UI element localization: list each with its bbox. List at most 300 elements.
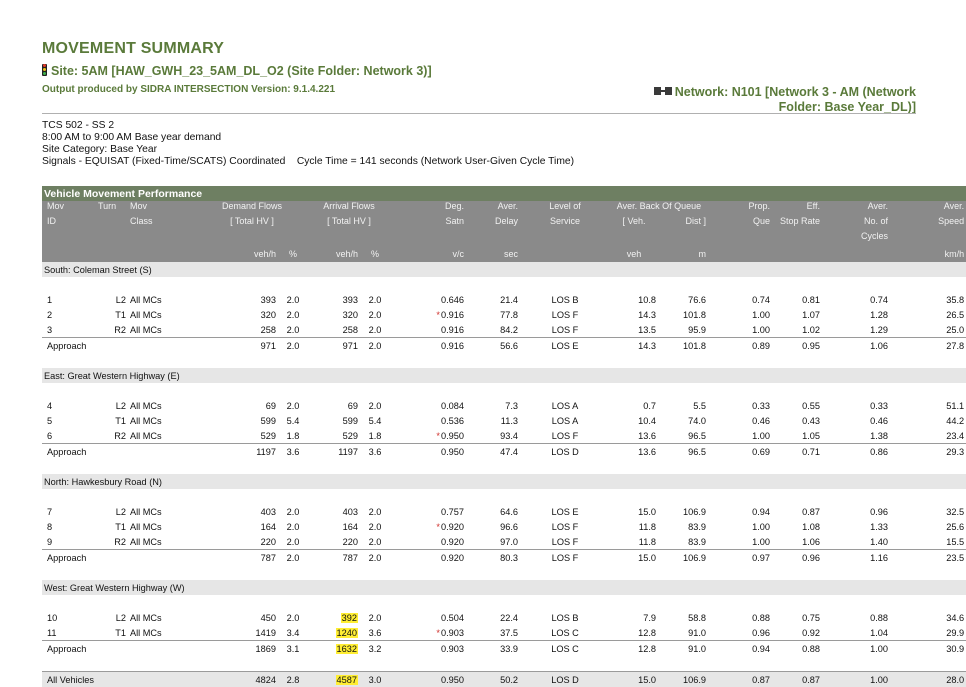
- column-header: Speed: [890, 216, 966, 231]
- table-cell: [822, 550, 890, 566]
- cell-value: All MCs: [130, 507, 162, 517]
- table-cell: [278, 444, 308, 460]
- cell-value: 0.920: [441, 553, 464, 563]
- column-header: Satn: [390, 216, 466, 231]
- unit-label: [772, 246, 822, 262]
- cell-value: 0.96: [752, 628, 770, 638]
- section-name: East: Great Western Highway (E): [42, 368, 966, 383]
- table-cell: [658, 641, 708, 657]
- cell-value: 0.950: [441, 447, 464, 457]
- column-header-blank: [390, 231, 466, 246]
- spacer-row: [42, 595, 966, 610]
- table-cell: [196, 641, 278, 657]
- table-cell: [772, 338, 822, 354]
- table-cell: [390, 534, 466, 550]
- cell-value: 2.0: [369, 310, 382, 320]
- cell-value: 1.07: [802, 310, 820, 320]
- cell-value: 1197: [256, 447, 276, 457]
- column-header: Que: [708, 216, 772, 231]
- cell-value: 1.00: [752, 431, 770, 441]
- table-cell: [610, 625, 658, 641]
- cell-value: 3.0: [369, 675, 382, 685]
- table-cell: [96, 428, 128, 444]
- cell-value: 69: [348, 401, 358, 411]
- cell-value: 529: [261, 431, 276, 441]
- cell-value: 3.6: [369, 628, 382, 638]
- unit-label: km/h: [890, 246, 966, 262]
- approach-label: Approach: [42, 641, 196, 657]
- table-cell: [308, 641, 360, 657]
- table-cell: [278, 398, 308, 413]
- table-cell: [196, 610, 278, 625]
- critical-marker: *: [436, 628, 440, 638]
- table-cell: [610, 338, 658, 354]
- section-name: West: Great Western Highway (W): [42, 580, 966, 595]
- table-cell: [308, 610, 360, 625]
- column-header-blank: [42, 231, 96, 246]
- table-cell: [822, 641, 890, 657]
- spacer-row: [42, 489, 966, 504]
- unit-label: veh/h: [308, 246, 360, 262]
- table-cell: [708, 610, 772, 625]
- table-row: [42, 292, 966, 307]
- cell-value: 1.00: [752, 522, 770, 532]
- table-cell: [196, 444, 278, 460]
- table-cell: [890, 413, 966, 428]
- table-cell: [772, 307, 822, 322]
- table-cell: [520, 292, 610, 307]
- table-cell: [610, 307, 658, 322]
- cell-value: 95.9: [688, 325, 706, 335]
- cell-value: 101.8: [683, 310, 706, 320]
- table-cell: [658, 292, 708, 307]
- table-cell: [360, 413, 390, 428]
- table-cell: [308, 398, 360, 413]
- cell-value: 91.0: [688, 644, 706, 654]
- table-cell: [390, 610, 466, 625]
- column-header: Cycles: [822, 231, 890, 246]
- cell-value: 599: [261, 416, 276, 426]
- cell-value: 11.3: [501, 416, 518, 426]
- table-cell: [772, 625, 822, 641]
- table-cell: [708, 444, 772, 460]
- cell-value: 10: [47, 613, 57, 623]
- cell-value: 29.9: [946, 628, 964, 638]
- cell-value: 1.00: [752, 310, 770, 320]
- cell-value: 32.5: [946, 507, 964, 517]
- table-cell: [278, 625, 308, 641]
- table-cell: [708, 322, 772, 338]
- table-cell: [390, 550, 466, 566]
- cell-value: 1.28: [870, 310, 888, 320]
- cell-value: 0.94: [752, 507, 770, 517]
- network-icon: [654, 87, 672, 95]
- cell-value: 0.950: [441, 431, 464, 441]
- cell-value: 2: [47, 310, 52, 320]
- cell-value: 1.38: [870, 431, 888, 441]
- table-cell: [360, 428, 390, 444]
- table-cell: [96, 519, 128, 534]
- cell-value: 11.8: [639, 522, 656, 532]
- column-header-blank: [890, 231, 966, 246]
- column-header-blank: [466, 231, 520, 246]
- table-row: [42, 610, 966, 625]
- cell-value: 96.5: [688, 431, 706, 441]
- cell-value: 403: [343, 507, 358, 517]
- cell-value: 2.0: [369, 401, 382, 411]
- cell-value: 3.1: [287, 644, 300, 654]
- table-cell: [658, 610, 708, 625]
- table-cell: [772, 444, 822, 460]
- cell-value: 1.8: [287, 431, 300, 441]
- table-cell: [466, 519, 520, 534]
- approach-label: Approach: [42, 338, 196, 354]
- table-cell: [520, 413, 610, 428]
- cell-value: 0.757: [441, 507, 464, 517]
- cell-value: 1632: [336, 644, 358, 654]
- cell-value: 0.950: [441, 675, 464, 685]
- cell-value: 1.16: [870, 553, 888, 563]
- cell-value: 14.3: [638, 310, 656, 320]
- network-line-2: Folder: Base Year_DL)]: [654, 100, 916, 115]
- table-cell: [196, 338, 278, 354]
- table-cell: [772, 610, 822, 625]
- table-cell: [128, 292, 196, 307]
- cell-value: 93.4: [500, 431, 518, 441]
- cell-value: 83.9: [688, 537, 706, 547]
- table-cell: [390, 519, 466, 534]
- spacer-row: [42, 383, 966, 398]
- unit-label: veh/h: [196, 246, 278, 262]
- table-cell: [308, 322, 360, 338]
- column-header: Stop Rate: [772, 216, 822, 231]
- cell-value: 8: [47, 522, 52, 532]
- table-cell: [708, 307, 772, 322]
- spacer: [42, 459, 966, 474]
- unit-label: veh: [610, 246, 658, 262]
- column-header: Aver. Back Of Queue: [610, 201, 708, 216]
- table-cell: [466, 610, 520, 625]
- cell-value: 0.903: [441, 628, 464, 638]
- cell-value: 1.04: [870, 628, 888, 638]
- cell-value: 27.8: [946, 341, 964, 351]
- spacer-row: [42, 277, 966, 292]
- table-cell: [278, 413, 308, 428]
- column-header-blank: [308, 231, 360, 246]
- table-cell: [610, 398, 658, 413]
- table-cell: [466, 534, 520, 550]
- cell-value: 56.6: [500, 341, 518, 351]
- cell-value: LOS F: [552, 310, 579, 320]
- cell-value: 37.5: [500, 628, 518, 638]
- cell-value: All MCs: [130, 416, 162, 426]
- column-header-blank: [128, 231, 196, 246]
- table-cell: [390, 307, 466, 322]
- cell-value: 11: [47, 628, 57, 638]
- table-cell: [466, 672, 520, 687]
- cell-value: 64.6: [500, 507, 518, 517]
- cell-value: 0.646: [441, 295, 464, 305]
- column-header: Turn: [96, 201, 128, 216]
- table-cell: [610, 672, 658, 687]
- cell-value: 13.6: [638, 447, 656, 457]
- approach-section-header: [42, 580, 966, 595]
- table-cell: [610, 444, 658, 460]
- table-cell: [278, 428, 308, 444]
- cell-value: T1: [115, 416, 126, 426]
- table-cell: [658, 428, 708, 444]
- cell-value: 3.6: [287, 447, 300, 457]
- cell-value: 34.6: [946, 613, 964, 623]
- cell-value: 392: [341, 613, 358, 623]
- cell-value: 50.2: [500, 675, 518, 685]
- table-cell: [520, 610, 610, 625]
- spacer-row: [42, 459, 966, 474]
- cell-value: 0.46: [870, 416, 888, 426]
- cell-value: 0.97: [752, 553, 770, 563]
- cell-value: 320: [261, 310, 276, 320]
- cell-value: 1.08: [802, 522, 820, 532]
- table-cell: [308, 504, 360, 519]
- table-cell: [610, 322, 658, 338]
- cell-value: L2: [116, 507, 126, 517]
- table-cell: [708, 398, 772, 413]
- table-cell: [658, 338, 708, 354]
- cell-value: 12.8: [638, 628, 656, 638]
- cell-value: 44.2: [946, 416, 964, 426]
- cell-value: 2.0: [287, 537, 300, 547]
- table-cell: [42, 307, 96, 322]
- cell-value: 76.6: [688, 295, 706, 305]
- column-header: [ Total HV ]: [308, 216, 390, 231]
- table-cell: [822, 307, 890, 322]
- cell-value: LOS B: [551, 613, 578, 623]
- table-cell: [890, 641, 966, 657]
- cell-value: 0.916: [441, 325, 464, 335]
- cell-value: 2.0: [287, 295, 300, 305]
- table-cell: [658, 444, 708, 460]
- column-header: Dist ]: [658, 216, 708, 231]
- table-cell: [196, 322, 278, 338]
- cell-value: 1.33: [870, 522, 888, 532]
- cell-value: 258: [261, 325, 276, 335]
- cell-value: 10.4: [638, 416, 656, 426]
- critical-marker: *: [436, 310, 440, 320]
- table-cell: [708, 550, 772, 566]
- cell-value: 7: [47, 507, 52, 517]
- table-cell: [822, 444, 890, 460]
- approach-total-row: [42, 444, 966, 460]
- table-cell: [360, 625, 390, 641]
- cell-value: 529: [343, 431, 358, 441]
- column-header: ID: [42, 216, 96, 231]
- column-header-blank: [520, 231, 610, 246]
- unit-label: sec: [466, 246, 520, 262]
- table-cell: [196, 398, 278, 413]
- column-header: Aver.: [890, 201, 966, 216]
- cell-value: 91.0: [688, 628, 706, 638]
- spacer: [42, 565, 966, 580]
- table-cell: [42, 428, 96, 444]
- cell-value: 1.00: [752, 537, 770, 547]
- table-cell: [196, 625, 278, 641]
- cell-value: LOS F: [552, 325, 579, 335]
- table-cell: [196, 550, 278, 566]
- cell-value: 2.0: [369, 295, 382, 305]
- header-row: [42, 201, 966, 216]
- table-row: [42, 428, 966, 444]
- unit-label: [42, 246, 96, 262]
- table-row: [42, 322, 966, 338]
- table-cell: [520, 307, 610, 322]
- cell-value: 2.0: [287, 553, 300, 563]
- table-cell: [128, 307, 196, 322]
- cell-value: LOS E: [551, 507, 578, 517]
- cell-value: LOS F: [552, 537, 579, 547]
- table-cell: [772, 641, 822, 657]
- table-cell: [610, 413, 658, 428]
- table-cell: [658, 550, 708, 566]
- table-cell: [278, 519, 308, 534]
- table-cell: [772, 534, 822, 550]
- table-cell: [278, 292, 308, 307]
- table-cell: [822, 428, 890, 444]
- column-header: Service: [520, 216, 610, 231]
- table-cell: [360, 504, 390, 519]
- cell-value: 1.06: [870, 341, 888, 351]
- cell-value: 80.3: [500, 553, 518, 563]
- column-header-blank: [360, 231, 390, 246]
- table-cell: [466, 504, 520, 519]
- cell-value: 1419: [256, 628, 276, 638]
- cell-value: 0.55: [802, 401, 820, 411]
- cell-value: R2: [114, 537, 126, 547]
- cell-value: 2.0: [369, 537, 382, 547]
- cell-value: L2: [116, 295, 126, 305]
- table-cell: [278, 610, 308, 625]
- column-header: [96, 216, 128, 231]
- cell-value: 97.0: [500, 537, 518, 547]
- cell-value: 13.6: [638, 431, 656, 441]
- table-cell: [278, 504, 308, 519]
- all-vehicles-row: [42, 672, 966, 687]
- cell-value: 2.8: [287, 675, 300, 685]
- cell-value: 1197: [338, 447, 358, 457]
- table-cell: [658, 413, 708, 428]
- cell-value: 106.9: [683, 553, 706, 563]
- table-cell: [308, 550, 360, 566]
- table-cell: [658, 322, 708, 338]
- table-cell: [890, 307, 966, 322]
- cell-value: All MCs: [130, 613, 162, 623]
- table-cell: [890, 519, 966, 534]
- cell-value: 22.4: [500, 613, 518, 623]
- table-cell: [890, 322, 966, 338]
- column-header: Aver.: [466, 201, 520, 216]
- table-cell: [96, 307, 128, 322]
- table-cell: [658, 307, 708, 322]
- unit-label: %: [278, 246, 308, 262]
- table-cell: [308, 292, 360, 307]
- table-cell: [278, 550, 308, 566]
- table-cell: [890, 338, 966, 354]
- cell-value: 26.5: [946, 310, 964, 320]
- table-cell: [610, 428, 658, 444]
- table-cell: [390, 444, 466, 460]
- approach-section-header: [42, 262, 966, 277]
- unit-label: [128, 246, 196, 262]
- cell-value: 2.0: [369, 522, 382, 532]
- cell-value: 96.5: [688, 447, 706, 457]
- section-name: South: Coleman Street (S): [42, 262, 966, 277]
- table-cell: [196, 672, 278, 687]
- cell-value: 1: [47, 295, 52, 305]
- table-cell: [278, 534, 308, 550]
- cell-value: 1.29: [870, 325, 888, 335]
- table-row: [42, 307, 966, 322]
- cell-value: 0.74: [870, 295, 888, 305]
- table-cell: [96, 398, 128, 413]
- table-cell: [42, 322, 96, 338]
- table-cell: [822, 292, 890, 307]
- table-cell: [360, 519, 390, 534]
- cell-value: 0.920: [441, 537, 464, 547]
- cell-value: LOS D: [551, 675, 579, 685]
- approach-total-row: [42, 338, 966, 354]
- table-cell: [772, 672, 822, 687]
- table-cell: [360, 534, 390, 550]
- table-cell: [520, 338, 610, 354]
- table-cell: [890, 504, 966, 519]
- cell-value: 1.00: [870, 675, 888, 685]
- table-row: [42, 519, 966, 534]
- cell-value: 0.74: [752, 295, 770, 305]
- column-header-blank: [610, 231, 658, 246]
- cell-value: 4824: [256, 675, 276, 685]
- table-cell: [308, 307, 360, 322]
- table-cell: [96, 413, 128, 428]
- cell-value: 3.4: [287, 628, 300, 638]
- table-cell: [822, 413, 890, 428]
- cell-value: 2.0: [287, 310, 300, 320]
- table-cell: [890, 444, 966, 460]
- site-info: [42, 120, 574, 168]
- table-cell: [196, 292, 278, 307]
- column-header: No. of: [822, 216, 890, 231]
- table-cell: [822, 672, 890, 687]
- table-cell: [390, 322, 466, 338]
- table-cell: [128, 519, 196, 534]
- table-cell: [42, 504, 96, 519]
- table-cell: [708, 428, 772, 444]
- cell-value: 2.0: [287, 507, 300, 517]
- cell-value: 25.0: [946, 325, 964, 335]
- page-title: MOVEMENT SUMMARY: [42, 40, 224, 58]
- table-cell: [520, 398, 610, 413]
- table-cell: [466, 307, 520, 322]
- cell-value: All MCs: [130, 431, 162, 441]
- cell-value: T1: [115, 310, 126, 320]
- vehicle-movement-table: [42, 186, 966, 687]
- cell-value: 0.88: [802, 644, 820, 654]
- cell-value: 2.0: [287, 522, 300, 532]
- cell-value: 2.0: [369, 507, 382, 517]
- table-cell: [658, 672, 708, 687]
- units-row: [42, 246, 966, 262]
- cell-value: 1.00: [752, 325, 770, 335]
- table-cell: [360, 444, 390, 460]
- cell-value: 3.6: [369, 447, 382, 457]
